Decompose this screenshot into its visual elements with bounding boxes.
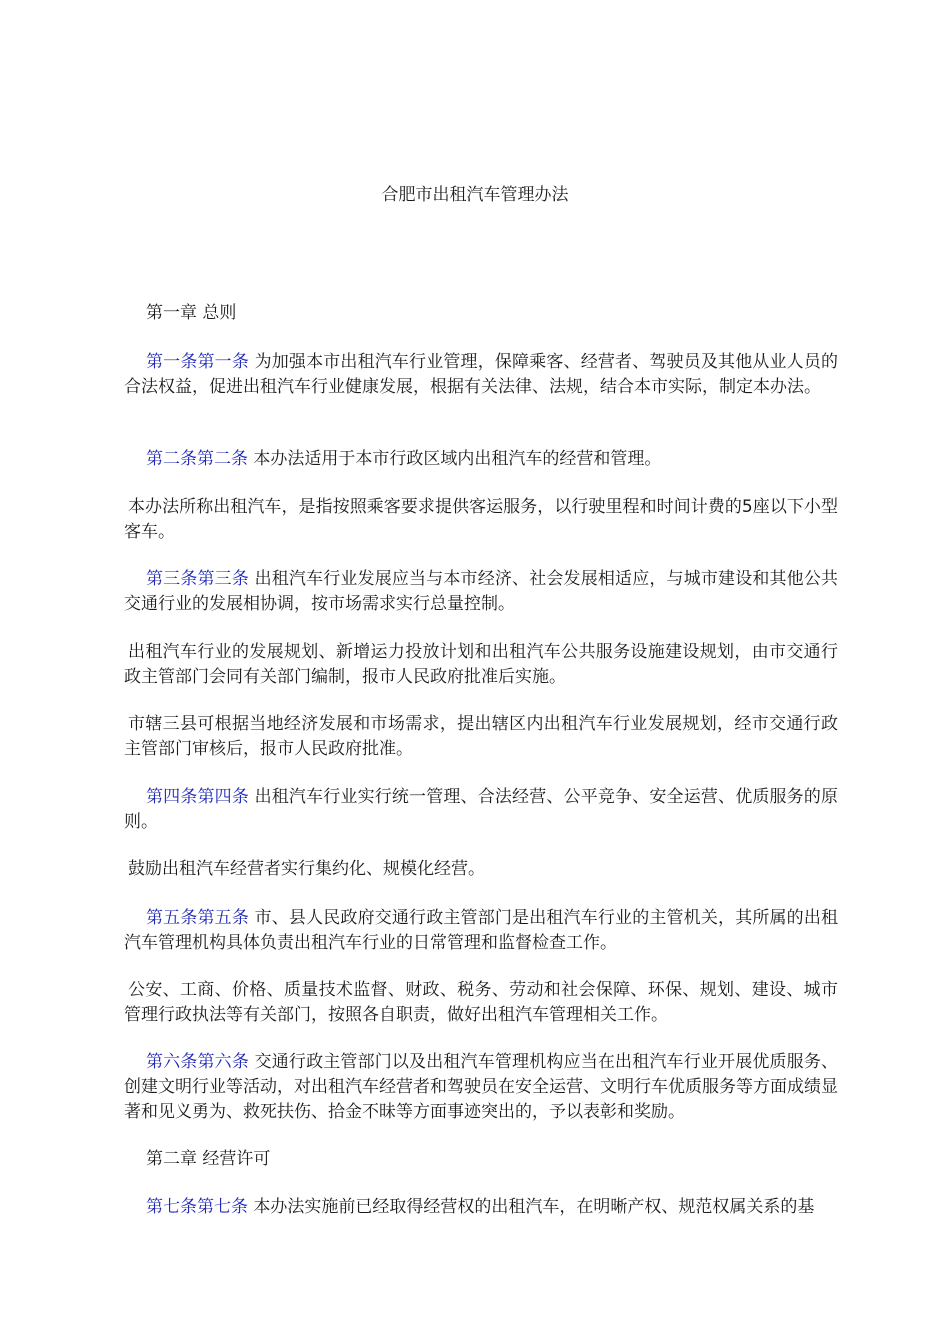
article-text: 交通行政主管部门以及出租汽车管理机构应当在出租汽车行业开展优质服务、创建文明行业等活动，对出租汽车经营者和驾驶员在安全运营、文明行车优质服务等方面成绩显著和见义勇为、救死扶伤、拾金不昧等方面事迹突出的，予以表彰和奖励。 [124, 1052, 839, 1122]
body-paragraph: 鼓励出租汽车经营者实行集约化、规模化经营。 [128, 859, 485, 879]
article-text: 为加强本市出租汽车行业管理，保障乘客、经营者、驾驶员及其他从业人员的合法权益，促进出租汽车行业健康发展，根据有关法律、法规，结合本市实际，制定本办法。 [124, 352, 839, 397]
article-paragraph [124, 906, 838, 956]
article-text: 本办法实施前已经取得经营权的出租汽车，在明晰产权、规范权属关系的基 [253, 1197, 815, 1217]
article-paragraph [124, 1195, 838, 1220]
article-paragraph [124, 1050, 838, 1125]
article-paragraph [124, 447, 838, 472]
article-text: 出租汽车行业发展应当与本市经济、社会发展相适应，与城市建设和其他公共交通行业的发展相协调，按市场需求实行总量控制。 [124, 569, 839, 614]
article-paragraph [124, 350, 838, 400]
article-label: 第一条第一条 [146, 352, 249, 372]
article-text: 出租汽车行业实行统一管理、合法经营、公平竞争、安全运营、优质服务的原则。 [124, 787, 839, 832]
article-label: 第六条第六条 [146, 1052, 249, 1072]
article-label: 第七条第七条 [146, 1197, 248, 1217]
article-text: 市、县人民政府交通行政主管部门是出租汽车行业的主管机关，其所属的出租汽车管理机构具体负责出租汽车行业的日常管理和监督检查工作。 [124, 908, 839, 953]
body-paragraph: 公安、工商、价格、质量技术监督、财政、税务、劳动和社会保障、环保、规划、建设、城市管理行政执法等有关部门，按照各自职责，做好出租汽车管理相关工作。 [124, 980, 838, 1025]
article-paragraph [124, 567, 838, 617]
article-text: 本办法适用于本市行政区域内出租汽车的经营和管理。 [253, 449, 662, 469]
article-label: 第五条第五条 [146, 908, 249, 928]
article-label: 第四条第四条 [146, 787, 249, 807]
body-paragraph: 出租汽车行业的发展规划、新增运力投放计划和出租汽车公共服务设施建设规划，由市交通行政主管部门会同有关部门编制，报市人民政府批准后实施。 [124, 642, 838, 687]
chapter-heading: 第一章 总则 [146, 303, 237, 323]
article-label: 第二条第二条 [146, 449, 248, 469]
body-paragraph: 市辖三县可根据当地经济发展和市场需求，提出辖区内出租汽车行业发展规划，经市交通行政主管部门审核后，报市人民政府批准。 [124, 714, 838, 759]
article-paragraph [124, 785, 838, 835]
chapter-heading: 第二章 经营许可 [146, 1149, 271, 1169]
body-paragraph: 本办法所称出租汽车，是指按照乘客要求提供客运服务，以行驶里程和时间计费的5座以下小型客车。 [124, 497, 838, 542]
article-label: 第三条第三条 [146, 569, 249, 589]
document-title: 合肥市出租汽车管理办法 [381, 185, 569, 205]
